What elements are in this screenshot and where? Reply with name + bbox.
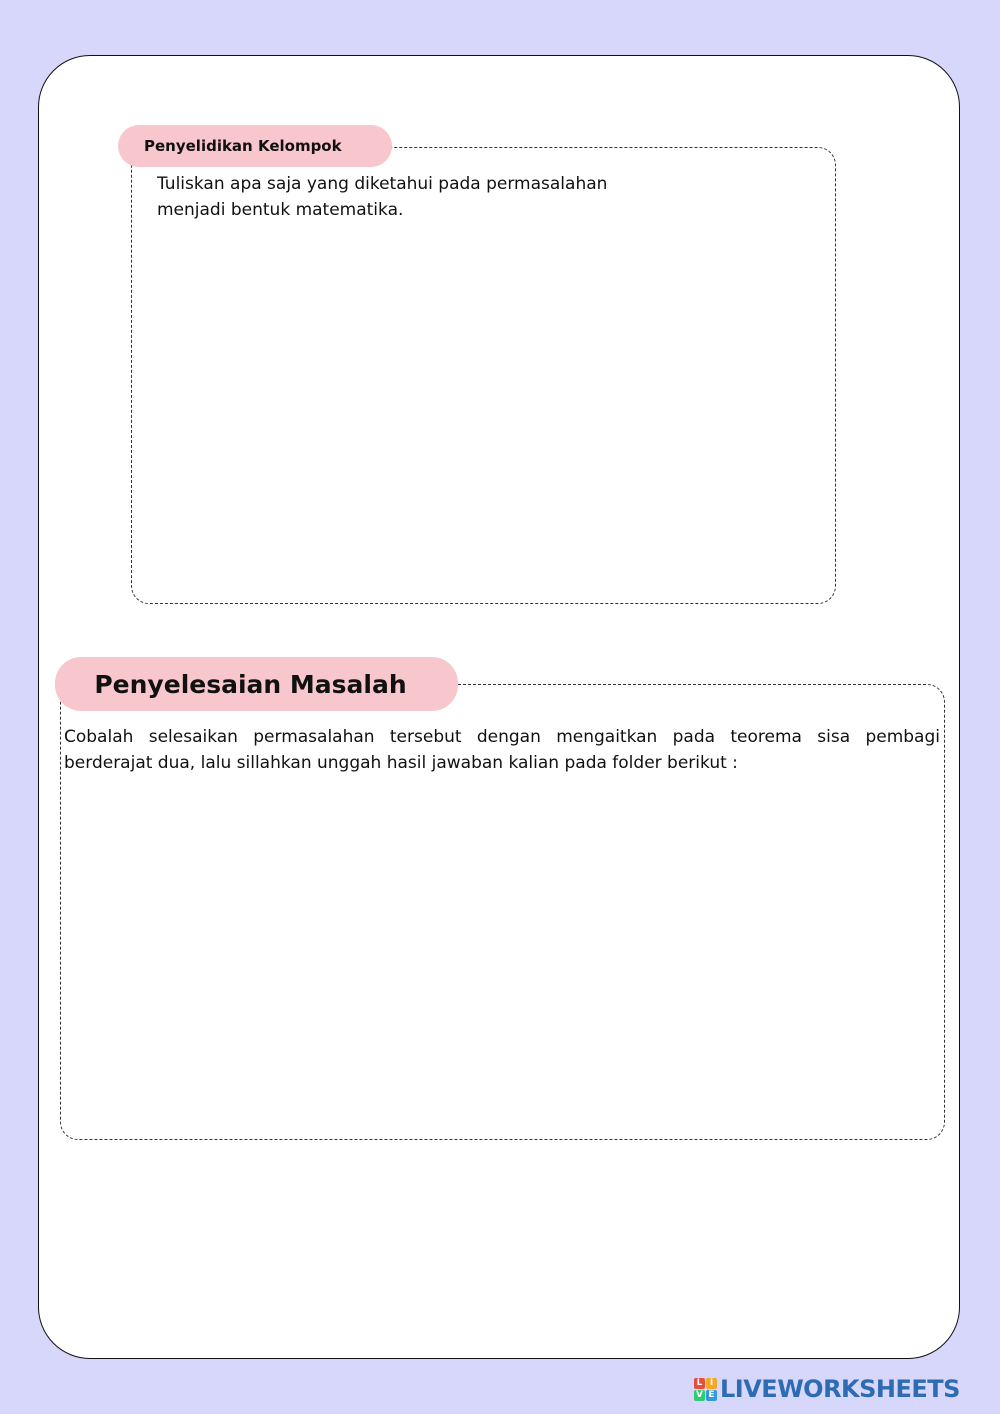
liveworksheets-logo-icon (694, 1378, 717, 1401)
logo-letter-v: V (694, 1390, 705, 1401)
section-label-investigation (118, 125, 392, 167)
logo-letter-i: I (706, 1378, 717, 1389)
section-label-solution-text: Penyelesaian Masalah (94, 669, 407, 699)
liveworksheets-brand (694, 1373, 960, 1405)
logo-letter-e: E (706, 1390, 717, 1401)
brand-name: LIVEWORKSHEETS (720, 1375, 960, 1403)
logo-letter-l: L (694, 1378, 705, 1389)
section-label-solution (55, 657, 458, 711)
section-label-investigation-text: Penyelidikan Kelompok (144, 137, 342, 155)
solution-instruction: Cobalah selesaikan permasalahan tersebut dengan mengaitkan pada teorema sisa pembagi berderajat dua, lalu sillahkan unggah hasil jawaban kalian pada folder berikut : (64, 727, 940, 773)
investigation-instruction: Tuliskan apa saja yang diketahui pada permasalahan menjadi bentuk matematika. (157, 174, 608, 220)
